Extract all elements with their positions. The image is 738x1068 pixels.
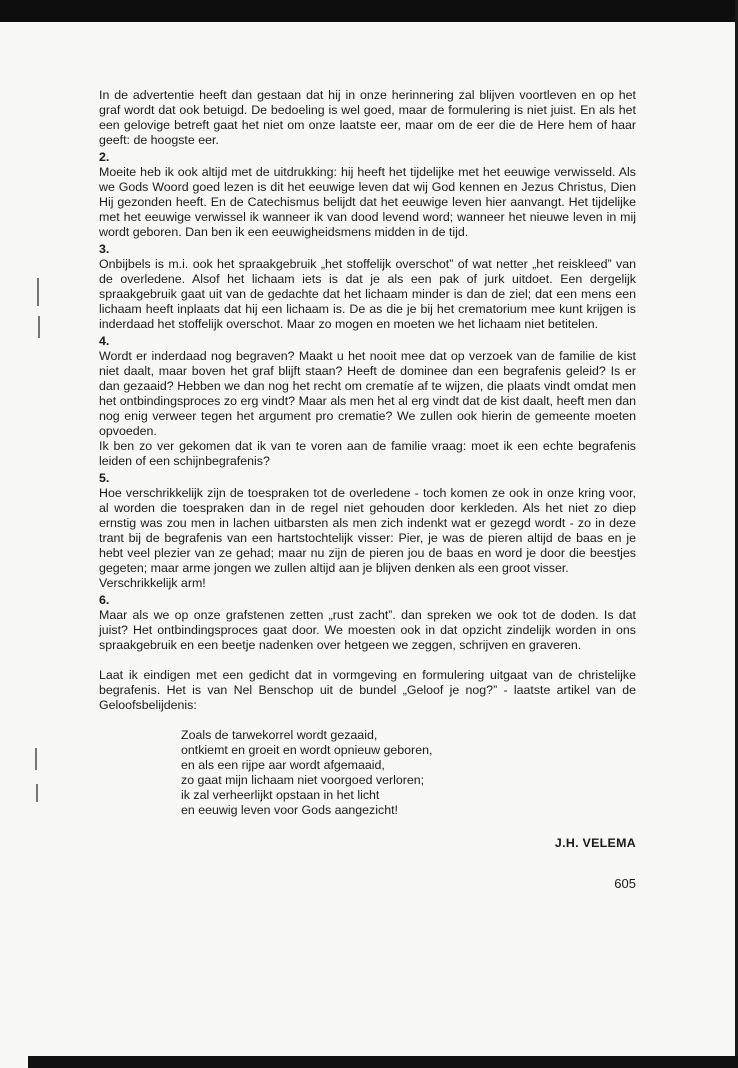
poem	[181, 728, 636, 818]
section-paragraph: Wordt er inderdaad nog begraven? Maakt u het nooit mee dat op verzoek van de familie de kist niet daalt, maar boven het graf blijft staan? Heeft de dominee dan een begrafenis geleid? Is er dan gezaaid? Hebben we dan nog het recht om crematíe af te wijzen, die plaats vindt omdat men het ontbindingsproces zo erg vindt? Maar als men het al erg vindt dat de kist daalt, heeft men dan nog enig verweer tegen het argument pro crematie? We zullen ook hierin de gemeente moeten opvoeden.	[99, 349, 636, 438]
section-paragraph: Onbijbels is m.i. ook het spraakgebruik „het stoffelijk overschot” of wat netter „het reiskleed” van de overledene. Alsof het lichaam iets is dat je als een pak of jurk uitdoet. Een dergelijk spraakgebruik gaat uit van de gedachte dat het lichaam minder is dan de ziel; dat een mens een lichaam heeft inplaats dat hij een lichaam is. De as die je bij het crematorium mee kunt krijgen is inderdaad het stoffelijk overschot. Maar zo mogen en moeten we het lichaam niet betitelen.	[99, 257, 636, 331]
section-paragraph: Maar als we op onze grafstenen zetten „rust zacht”. dan spreken we ook tot de doden. Is dat juist? Het ontbindingsproces gaat door. We moesten ook in dat opzicht zindelijk worden in ons spraakgebruik en een beetje nadenken over hetgeen we zeggen, schrijven en graveren.	[99, 608, 636, 652]
poem-line: ontkiemt en groeit en wordt opnieuw geboren,	[181, 743, 433, 757]
binding-mark	[38, 316, 40, 338]
section-paragraph: Moeite heb ik ook altijd met de uitdrukking: hij heeft het tijdelijke met het eeuwige verwisseld. Als we Gods Woord goed lezen is dit het eeuwige leven dat wij God kennen en Jezus Christus, Dien Hij gezonden heeft. En de Catechismus belijdt dat het eeuwige leven hier aanvangt. Het tijdelijke met het eeuwige verwissel ik wanneer ik van dood levend word; wanneer het nieuwe leven in mij wordt geboren. Dan ben ik een eeuwigheidsmens midden in de tijd.	[99, 165, 636, 239]
poem-line: en als een rijpe aar wordt afgemaaid,	[181, 758, 385, 772]
section-number: 2.	[99, 150, 110, 164]
section-number: 5.	[99, 471, 110, 485]
closing-paragraph: Laat ik eindigen met een gedicht dat in vormgeving en formulering uitgaat van de christelijke begrafenis. Het is van Nel Benschop uit de bundel „Geloof je nog?” - laatste artikel van de Geloofsbelijdenis:	[99, 668, 636, 712]
poem-line: ik zal verheerlijkt opstaan in het licht	[181, 788, 380, 802]
section-paragraph: Hoe verschrikkelijk zijn de toespraken tot de overledene - toch komen ze ook in onze kring voor, al worden die toespraken dan in de regel niet gehouden door kerkleden. Als het niet zo diep ernstig was zou men in lachen uitbarsten als men zich indenkt wat er gezegd wordt - zo in deze trant bij de begrafenis van een hartstochtelijk visser: Pier, je was de pieren altijd de baas en je hebt veel plezier van ze gehad; maar nu zijn de pieren jou de baas en word je door die beestjes gegeten; maar arme jongen we zullen altijd aan je blijven denken als een groot visser.	[99, 486, 636, 575]
section-number: 3.	[99, 242, 110, 256]
section-number: 4.	[99, 334, 110, 348]
poem-line: en eeuwig leven voor Gods aangezicht!	[181, 803, 398, 817]
scan-border-top	[0, 0, 738, 22]
section-paragraph: Ik ben zo ver gekomen dat ik van te voren aan de familie vraag: moet ik een echte begrafenis leiden of een schijnbegrafenis?	[99, 439, 636, 468]
scan-border-bottom	[28, 1056, 738, 1068]
page-number: 605	[614, 876, 636, 891]
intro-paragraph: In de advertentie heeft dan gestaan dat hij in onze herinnering zal blijven voortleven en op het graf wordt dat ook betuigd. De bedoeling is wel goed, maar de formulering is niet juist. En als het een gelovige betreft gaat het niet om onze laatste eer, maar om de eer die de Here hem of haar geeft: de hoogste eer.	[99, 88, 636, 147]
poem-line: Zoals de tarwekorrel wordt gezaaid,	[181, 728, 378, 742]
poem-line: zo gaat mijn lichaam niet voorgoed verloren;	[181, 773, 425, 787]
binding-mark	[36, 784, 38, 802]
article-body	[99, 88, 636, 891]
binding-mark	[35, 748, 37, 770]
binding-mark	[37, 278, 39, 306]
section-number: 6.	[99, 593, 110, 607]
section-paragraph: Verschrikkelijk arm!	[99, 576, 206, 590]
author-signature: J.H. VELEMA	[554, 836, 636, 850]
